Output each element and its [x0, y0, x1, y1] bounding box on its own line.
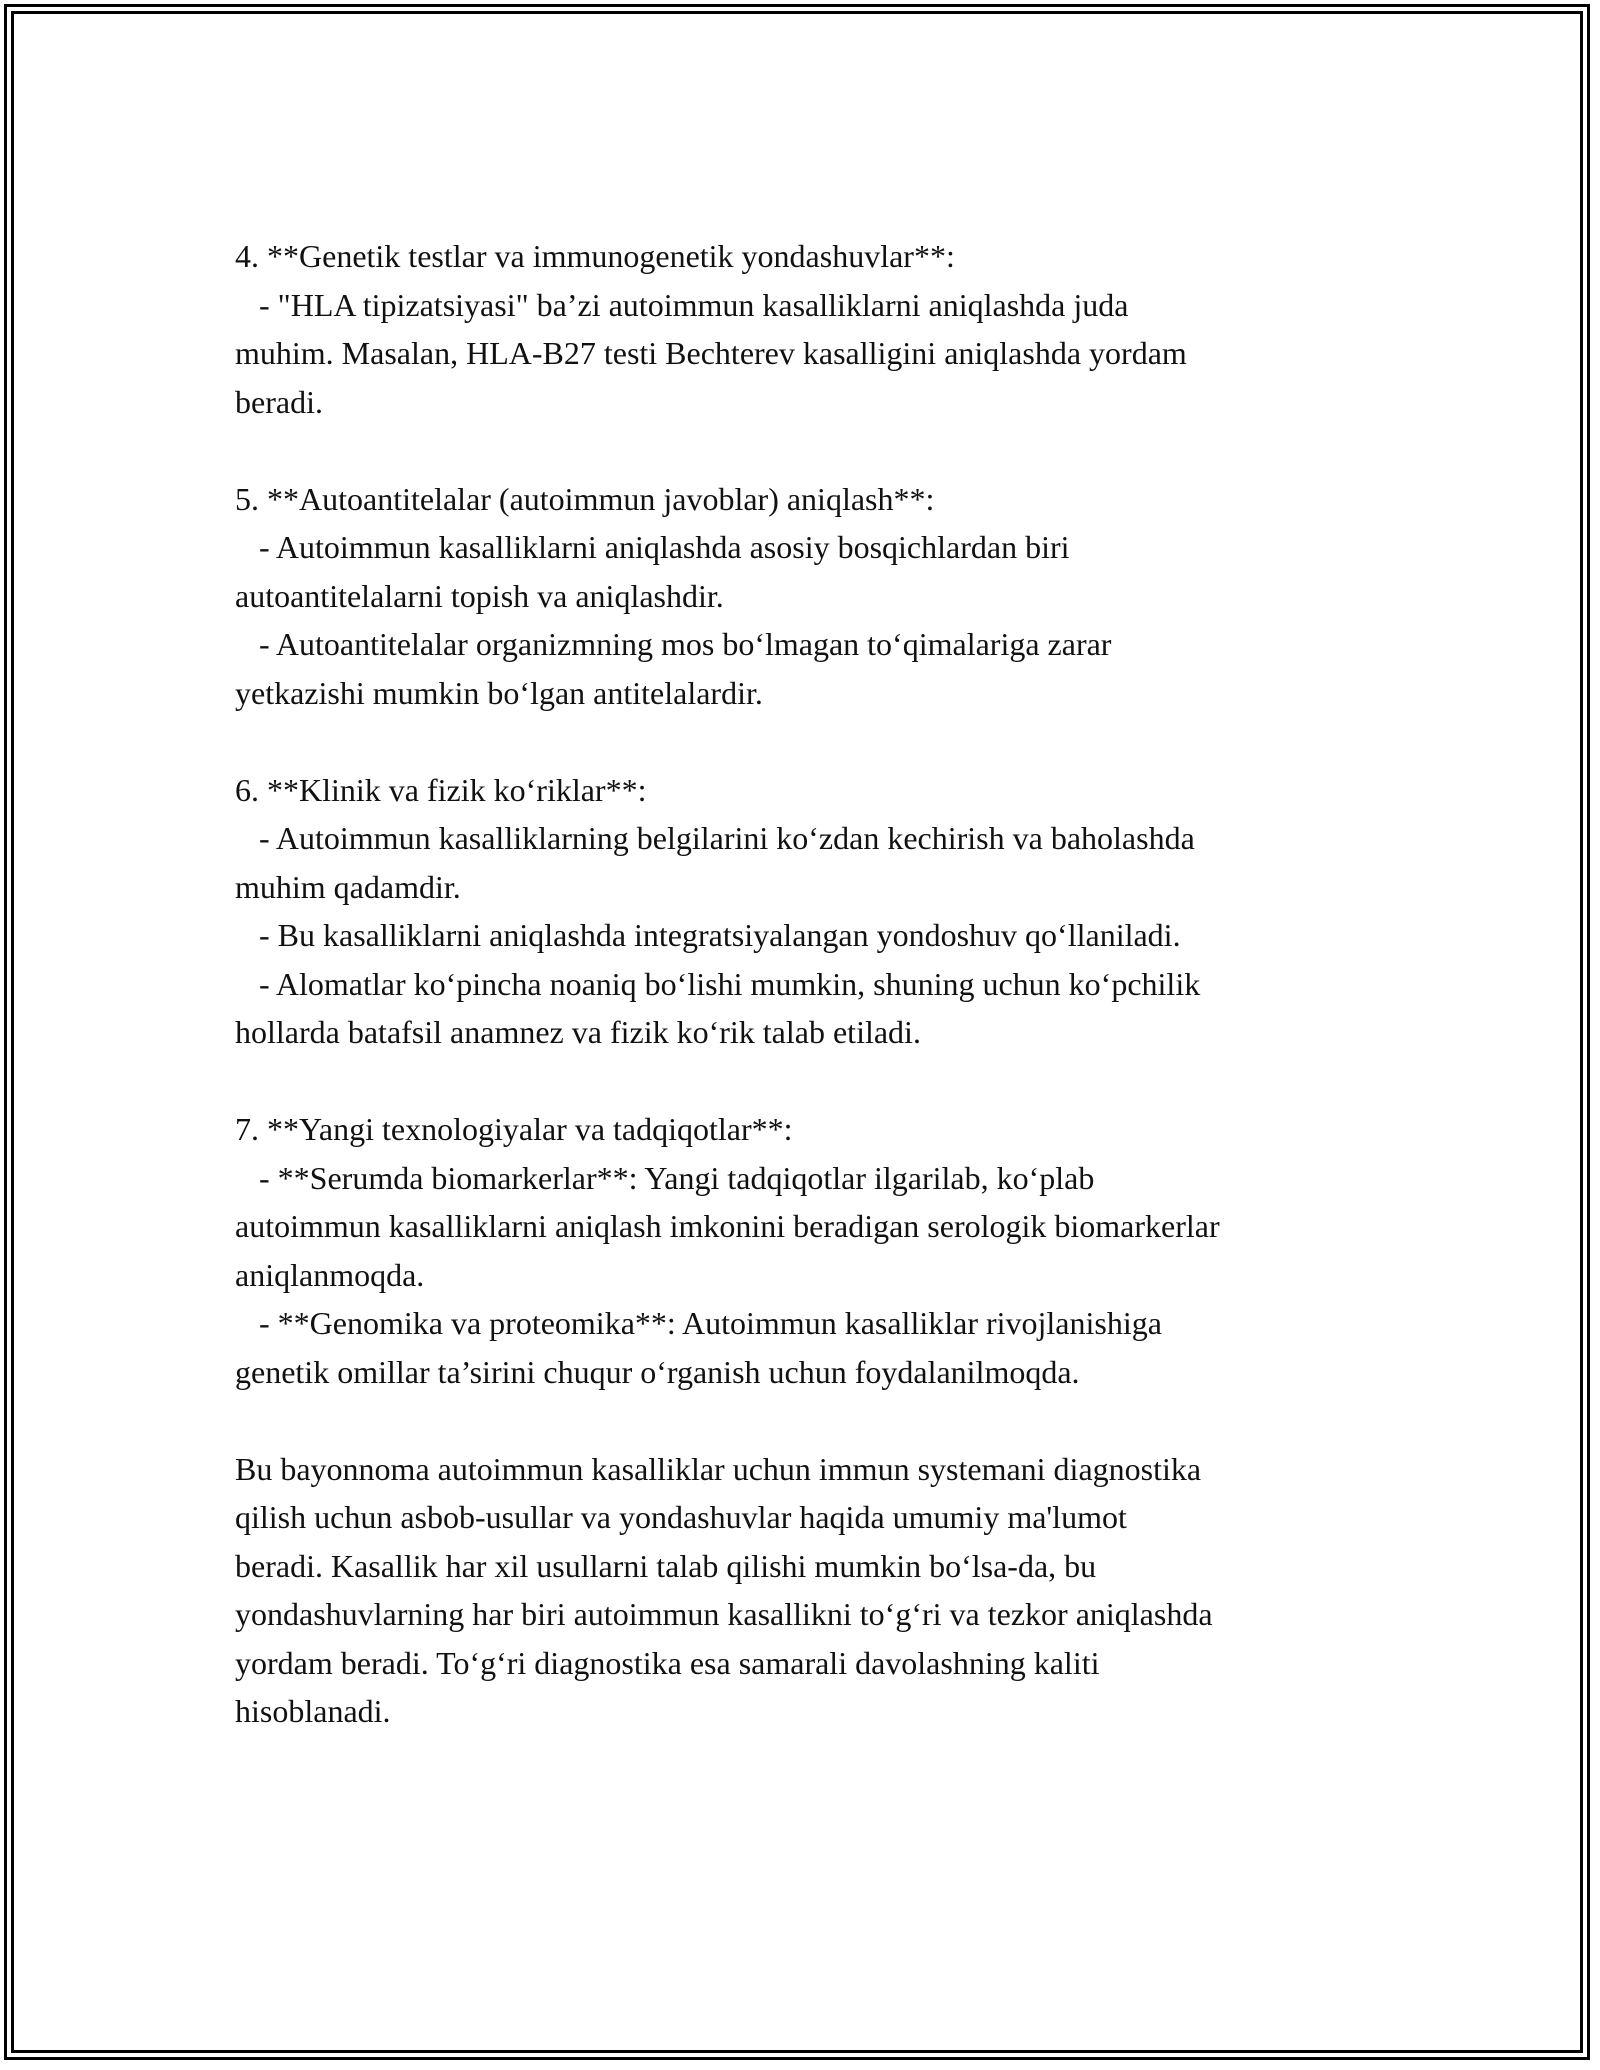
- section-5-line: yetkazishi mumkin bo‘lgan antitelalardir.: [235, 674, 763, 711]
- section-6-line: hollarda batafsil anamnez va fizik ko‘rik talab etiladi.: [235, 1014, 921, 1050]
- conclusion-line: yordam beradi. To‘g‘ri diagnostika esa samarali davolashning kaliti: [235, 1644, 1100, 1681]
- section-7-line: aniqlanmoqda.: [235, 1256, 425, 1293]
- section-7-heading: 7. **Yangi texnologiyalar va tadqiqotlar**:: [235, 1111, 793, 1147]
- section-7-line: - **Genomika va proteomika**: Autoimmun kasalliklar rivojlanishiga: [235, 1305, 1162, 1341]
- paragraph-gap: [235, 1057, 1385, 1106]
- paragraph-gap: [235, 717, 1385, 766]
- document-body: [235, 232, 1385, 1736]
- section-5-line: autoantitelalarni topish va aniqlashdir.: [235, 577, 724, 614]
- section-4-line: beradi.: [235, 383, 323, 420]
- section-5-line: - Autoimmun kasalliklarni aniqlashda asosiy bosqichlardan biri: [235, 529, 1070, 565]
- section-7-line: genetik omillar ta’sirini chuqur o‘rganish uchun foydalanilmoqda.: [235, 1353, 1080, 1390]
- section-6-line: - Alomatlar ko‘pincha noaniq bo‘lishi mumkin, shuning uchun ko‘pchilik: [235, 965, 1201, 1002]
- conclusion-line: qilish uchun asbob-usullar va yondashuvlar haqida umumiy ma'lumot: [235, 1499, 1127, 1535]
- section-7-line: autoimmun kasalliklarni aniqlash imkonini beradigan serologik biomarkerlar: [235, 1208, 1220, 1244]
- section-4-heading: 4. **Genetik testlar va immunogenetik yondashuvlar**:: [235, 238, 955, 274]
- section-5-heading: 5. **Autoantitelalar (autoimmun javoblar) aniqlash**:: [235, 480, 935, 517]
- section-7-line: - **Serumda biomarkerlar**: Yangi tadqiqotlar ilgarilab, ko‘plab: [235, 1159, 1095, 1196]
- section-6-heading: 6. **Klinik va fizik ko‘riklar**:: [235, 771, 647, 808]
- section-6-line: - Bu kasalliklarni aniqlashda integratsiyalangan yondoshuv qo‘llaniladi.: [235, 917, 1181, 953]
- section-4-line: - "HLA tipizatsiyasi" ba’zi autoimmun kasalliklarni aniqlashda juda: [235, 286, 1129, 323]
- section-6-line: - Autoimmun kasalliklarning belgilarini ko‘zdan kechirish va baholashda: [235, 820, 1195, 856]
- section-4-line: muhim. Masalan, HLA-B27 testi Bechterev kasalligini aniqlashda yordam: [235, 335, 1187, 371]
- conclusion-line: yondashuvlarning har biri autoimmun kasallikni to‘g‘ri va tezkor aniqlashda: [235, 1596, 1213, 1632]
- conclusion-line: hisoblanadi.: [235, 1693, 391, 1729]
- section-6-line: muhim qadamdir.: [235, 868, 461, 905]
- paragraph-gap: [235, 1396, 1385, 1445]
- conclusion-line: beradi. Kasallik har xil usullarni talab qilishi mumkin bo‘lsa-da, bu: [235, 1547, 1097, 1584]
- conclusion-line: Bu bayonnoma autoimmun kasalliklar uchun immun systemani diagnostika: [235, 1450, 1202, 1487]
- paragraph-gap: [235, 426, 1385, 475]
- section-5-line: - Autoantitelalar organizmning mos bo‘lmagan to‘qimalariga zarar: [235, 626, 1112, 662]
